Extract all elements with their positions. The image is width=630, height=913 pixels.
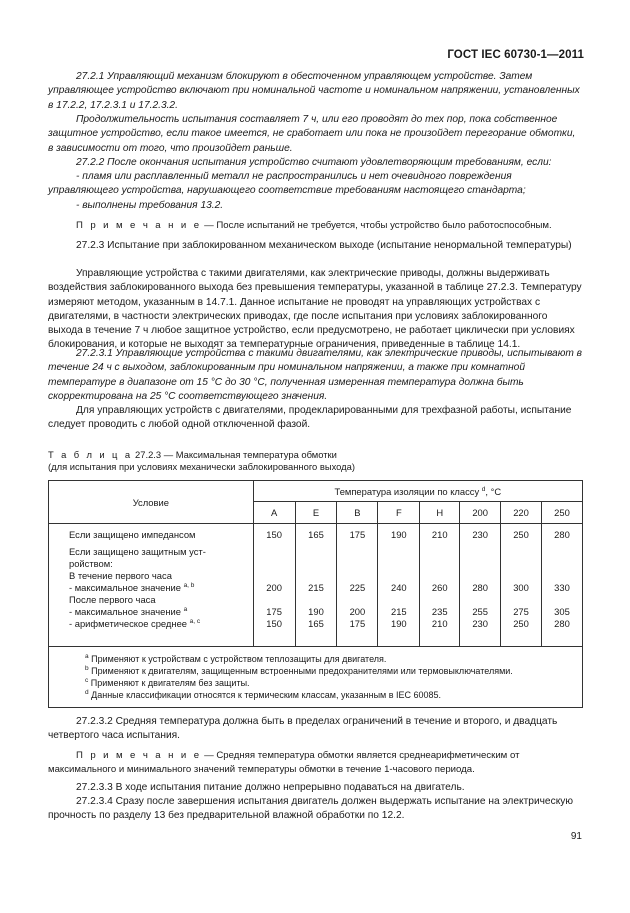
value-cell: 330: [554, 582, 570, 593]
table-caption: [48, 449, 337, 461]
class-header: A: [253, 502, 295, 524]
paragraph-motors: Управляющие устройства с такими двигателями, как электрические приводы, должны выдерживать воздействия заблокированного выхода без превышения температуры, указанной в таблице 27.2.3. Температуру измеряют методом, указанным в 14.7.1. Данное испытание не проводят на управляющих устройствах с двигателями, в частности электрических приводах, где после испытания при условиях заблокированного выхода в течение 7 ч любое защитное устройство, если предусмотрено, не работает циклически при условиях блокирования, и которые не выходят за температурные ограничения, приведенные в таблице 14.1.: [48, 268, 582, 351]
value-cell: 200: [349, 606, 366, 617]
condition-impedance: Если защищено импедансом: [69, 529, 196, 540]
value-cell: 305: [554, 606, 570, 617]
paragraph-three-phase: Для управляющих устройств с двигателями, продекларированными для трехфазной работы, испытание следует проводить с любой одной отключенной фазой.: [48, 405, 572, 431]
paragraph-27-2-3-2: 27.2.3.2 Средняя температура должна быть в пределах ограничений в течение и второго, и двадцать четвертого часа испытания.: [48, 716, 558, 742]
paragraph-requirement-1: - пламя или расплавленный металл не распространились и нет очевидного повреждения управляющего устройства, нарушающего соответствие требованиям настоящего стандарта;: [48, 171, 526, 197]
footnote-c-text: Применяют к двигателям без защиты.: [90, 678, 250, 688]
value-cell: 280: [472, 582, 488, 593]
value-cell: 210: [431, 618, 448, 629]
page-number: 91: [570, 831, 582, 842]
value-cell: 250: [513, 529, 529, 540]
value-cell: 190: [390, 618, 407, 629]
value-cell: 275: [513, 606, 529, 617]
values-column: [542, 524, 583, 647]
note-2-label: П р и м е ч а н и е: [76, 750, 202, 761]
value-cell: 225: [349, 582, 366, 593]
value-cell: 240: [390, 582, 407, 593]
values-column: [337, 524, 378, 647]
value-cell: 190: [390, 529, 407, 540]
value-cell: 215: [308, 582, 324, 593]
paragraph-requirement-2: - выполнены требования 13.2.: [76, 200, 224, 211]
paragraph-27-2-3-3: 27.2.3.3 В ходе испытания питание должно непрерывно подаваться на двигатель.: [76, 782, 465, 793]
footnote-b-mark: b: [85, 665, 89, 672]
footnote-mark: а, b: [183, 581, 195, 589]
footnote-b: [85, 665, 582, 677]
note-1: [48, 219, 583, 233]
header-unit: , °С: [485, 485, 502, 497]
value-cell: 175: [349, 618, 366, 629]
footnote-d-mark: d: [85, 689, 89, 696]
footnote-d: [85, 689, 582, 701]
table-caption-subtitle: (для испытания при условиях механически заблокированного выхода): [48, 461, 355, 472]
class-header: B: [337, 502, 378, 524]
values-column: [460, 524, 501, 647]
paragraph-duration: Продолжительность испытания составляет 7 ч, или его проводят до тех пор, пока собственное защитное устройство, если такое имеется, не сработает или пока не произойдет перегорание обмотки, в зависимости от того, что произойдет раньше.: [48, 114, 576, 154]
value-cell: 250: [513, 618, 529, 629]
value-cell: 260: [431, 582, 448, 593]
paragraph-27-2-3-1: 27.2.3.1 Управляющие устройства с такими двигателями, как электрические приводы, испытывают в течение 24 ч с выходом, заблокированным при номинальном напряжении, а также при комнатной температуре в диапазоне от 15 °С до 30 °С, полученная измеренная температура должна быть скорректирована на 25 °С соответствующего значения.: [48, 348, 583, 402]
footnote-a-mark: а: [85, 653, 89, 660]
condition-average: [69, 618, 253, 630]
value-cell: 230: [472, 618, 488, 629]
footnote-a-text: Применяют к устройствам с устройством теплозащиты для двигателя.: [91, 654, 387, 664]
note-2: [48, 749, 583, 776]
value-cell: 255: [472, 606, 488, 617]
header-condition: Условие: [49, 481, 254, 524]
class-header: 220: [501, 502, 542, 524]
value-cell: 235: [431, 606, 448, 617]
document-header: ГОСТ IEC 60730-1—2011: [447, 49, 584, 61]
class-header: H: [420, 502, 460, 524]
footnote-d-text: Данные классификации относятся к термическим классам, указанным в IEC 60085.: [91, 690, 442, 700]
value-cell: 215: [390, 606, 407, 617]
temperature-table: [48, 480, 583, 708]
condition-first-hour: В течение первого часа: [69, 570, 172, 581]
note-1-label: П р и м е ч а н и е: [76, 220, 202, 231]
condition-protective-device-a: Если защищено защитным уст-: [69, 546, 206, 557]
value-cell: 150: [266, 529, 282, 540]
header-insulation-class: [253, 481, 582, 502]
table-caption-title: 27.2.3 — Максимальная температура обмотки: [132, 449, 337, 460]
value-cell: 190: [308, 606, 324, 617]
value-cell: 280: [554, 529, 570, 540]
table-caption-label: Т а б л и ц а: [48, 449, 133, 460]
value-cell: 150: [266, 618, 282, 629]
paragraph-27-2-3-4: 27.2.3.4 Сразу после завершения испытания двигатель должен выдержать испытание на электрическую прочность по разделу 13 без предварительной влажной обработки по 12.2.: [48, 796, 574, 822]
conditions-column: [49, 524, 254, 647]
value-cell: 210: [431, 529, 448, 540]
values-column: [501, 524, 542, 647]
paragraph-27-2-1: 27.2.1 Управляющий механизм блокируют в обесточенном управляющем устройстве. Затем управляющее устройство включают при номинальной частоте и номинальном напряжении, установленных в 17.2.2, 17.2.3.1 и 17.2.3.2.: [48, 71, 580, 111]
paragraph-27-2-2: 27.2.2 После окончания испытания устройство считают удовлетворяющим требованиям, если:: [76, 157, 552, 168]
condition-average-label: - арифметическое среднее: [69, 618, 187, 629]
value-cell: 175: [349, 529, 366, 540]
value-cell: 230: [472, 529, 488, 540]
paragraph-27-2-3: 27.2.3 Испытание при заблокированном механическом выходе (испытание ненормальной температуры): [76, 240, 572, 251]
header-footnote-mark: d: [481, 485, 486, 493]
values-column: [378, 524, 420, 647]
condition-max-label: - максимальное значение: [69, 582, 181, 593]
values-column: [253, 524, 295, 647]
footnote-b-text: Применяют к двигателям, защищенным встроенными предохранителями или термовыключателями.: [91, 666, 513, 676]
note-2-text: — Средняя температура обмотки является среднеарифметическим от максимального и минимального значений температуры обмотки в течение 1-часового периода.: [48, 750, 520, 775]
condition-max-label: - максимальное значение: [69, 606, 181, 617]
values-column: [420, 524, 460, 647]
value-cell: 175: [266, 606, 282, 617]
value-cell: 200: [266, 582, 282, 593]
footnote-a: [85, 653, 582, 665]
footnote-c-mark: с: [85, 677, 89, 684]
condition-after-first-hour: После первого часа: [69, 594, 156, 605]
value-cell: 165: [308, 529, 324, 540]
class-header: 200: [460, 502, 501, 524]
class-header: F: [378, 502, 420, 524]
class-header: 250: [542, 502, 583, 524]
condition-max-first-hour: [69, 582, 253, 594]
value-cell: 280: [554, 618, 570, 629]
note-1-text: — После испытаний не требуется, чтобы устройство было работоспособным.: [201, 220, 552, 231]
values-column: [295, 524, 337, 647]
table-footnotes: [49, 647, 583, 708]
value-cell: 300: [513, 582, 529, 593]
class-header: E: [295, 502, 337, 524]
value-cell: 165: [308, 618, 324, 629]
header-insulation-class-text: Температура изоляции по классу: [334, 485, 480, 497]
footnote-mark: а: [183, 605, 188, 613]
condition-max-after-hour: [69, 606, 253, 618]
footnote-c: [85, 677, 582, 689]
footnote-mark: а, с: [189, 617, 201, 625]
condition-protective-device-b: ройством:: [69, 558, 113, 569]
